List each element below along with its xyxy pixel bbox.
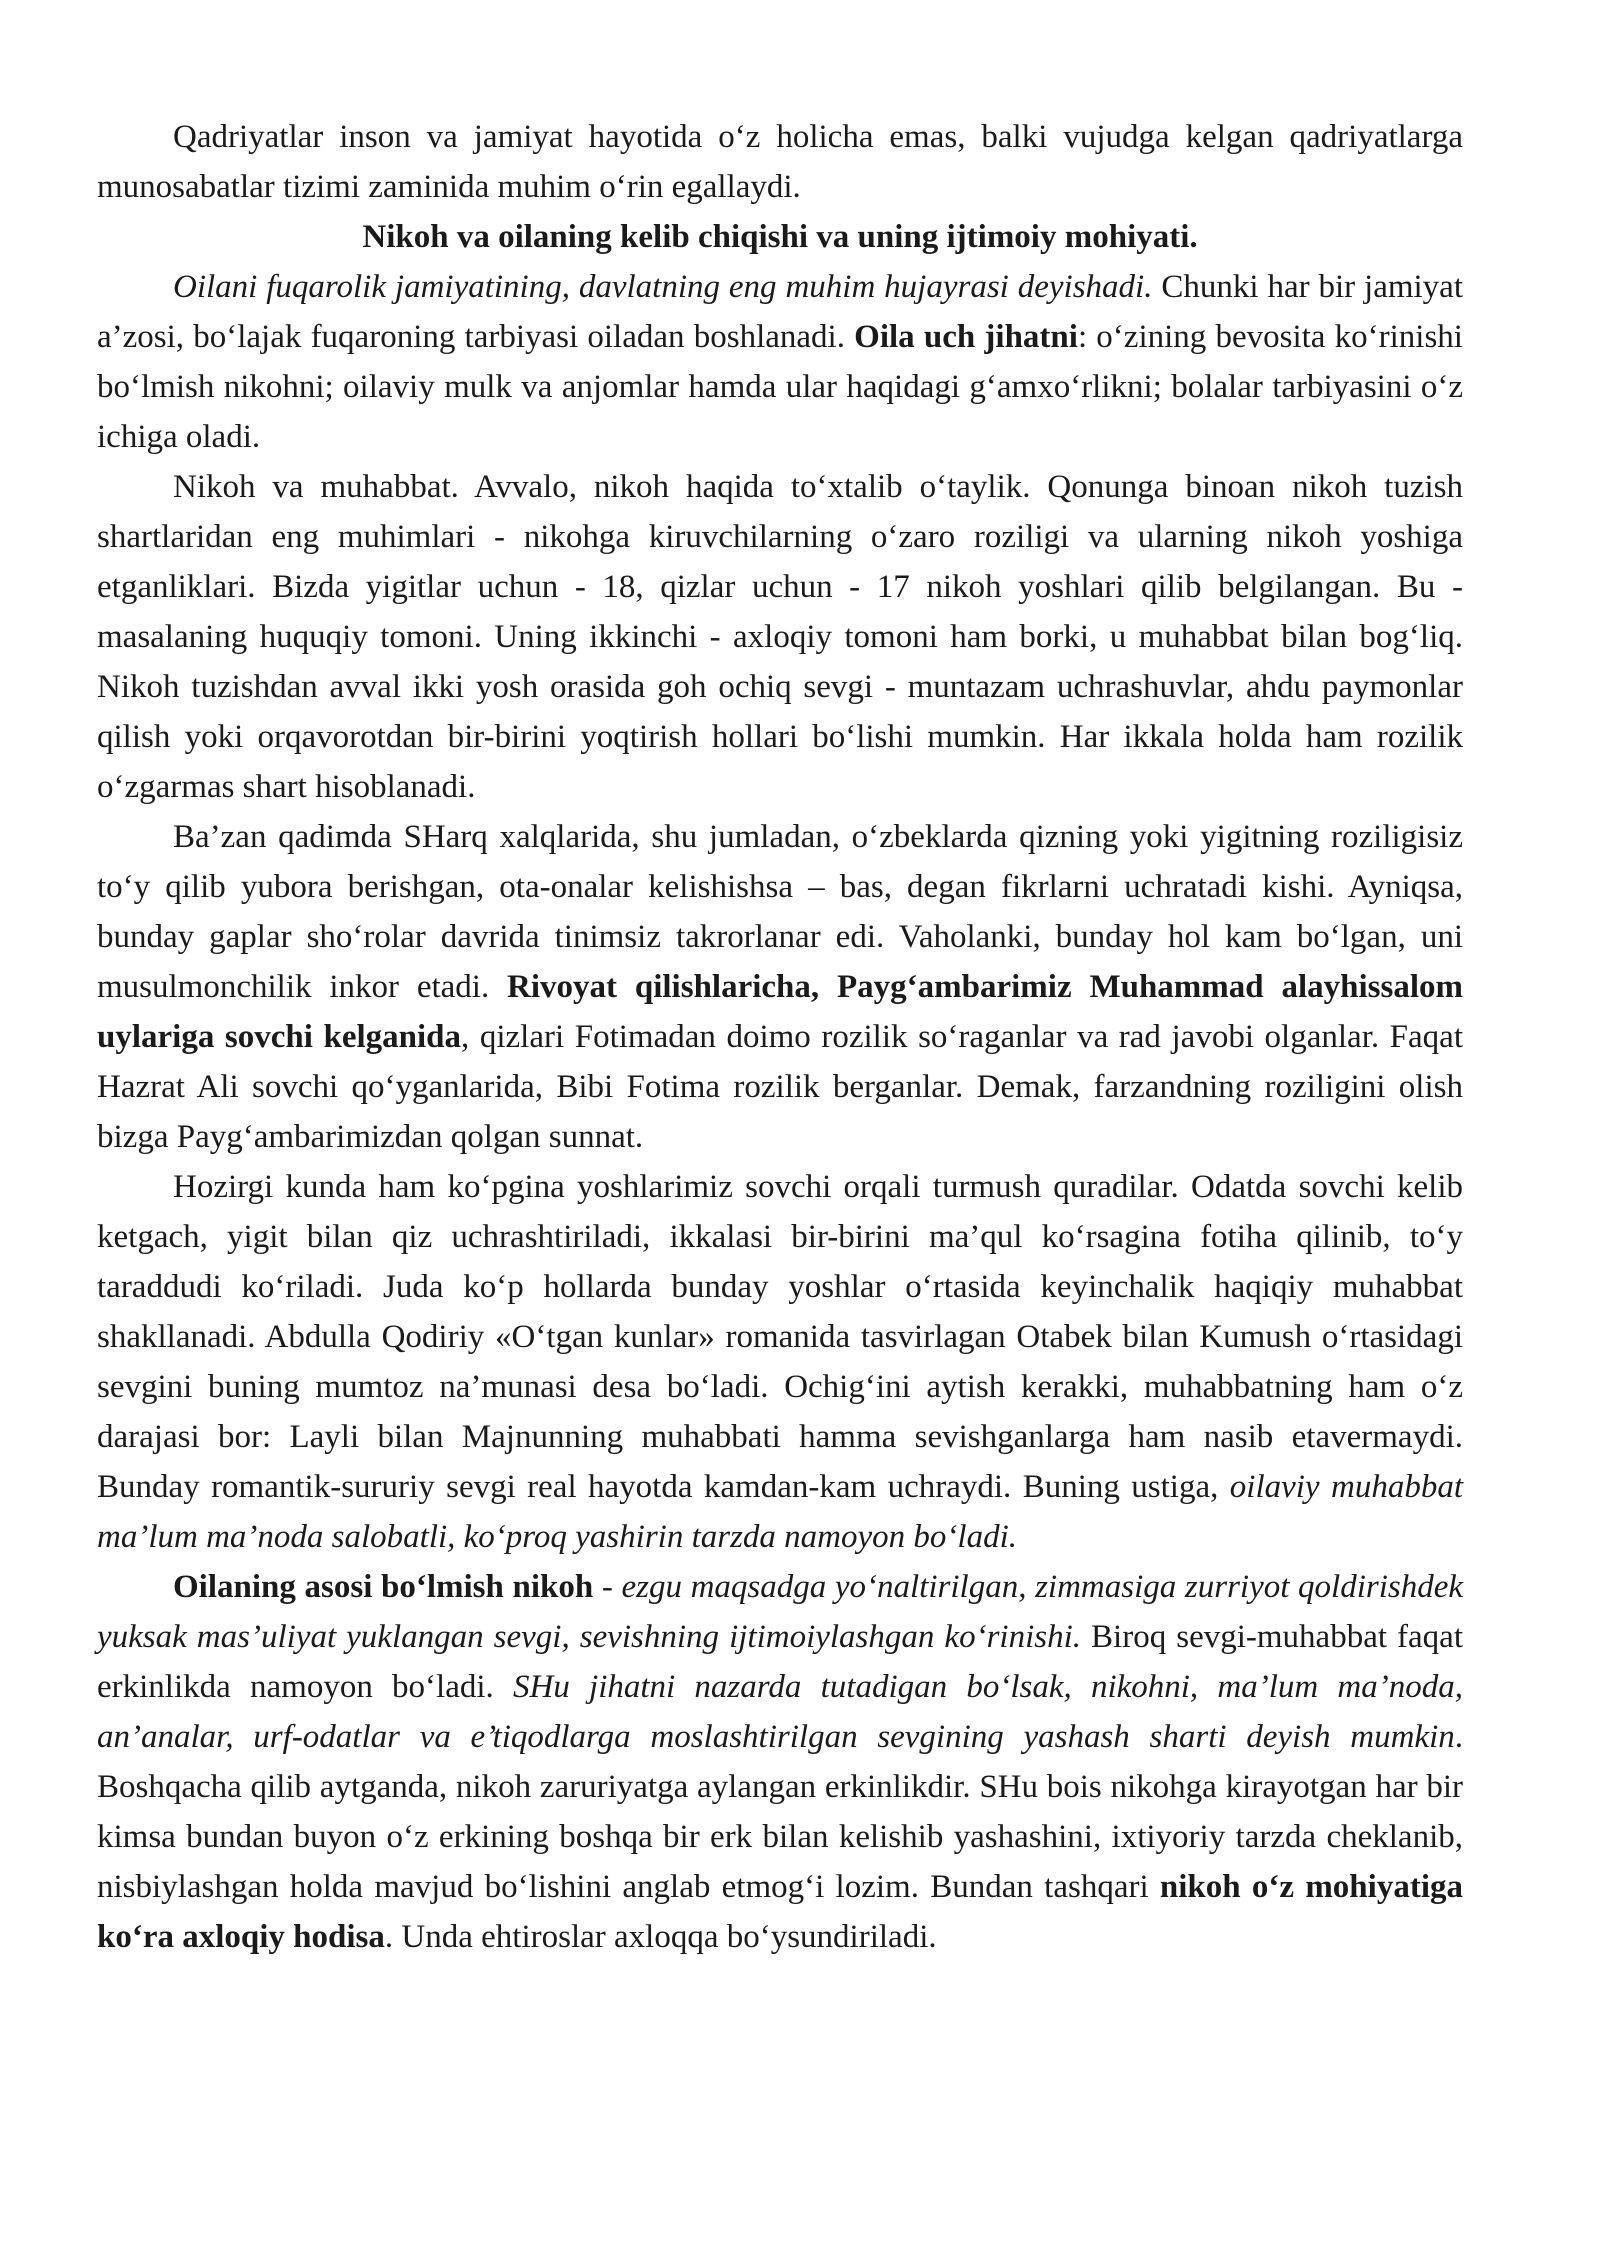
bold-phrase: Oila uch jihatni [854, 319, 1078, 355]
bold-phrase: nikoh o‘z mohiyatiga ko‘ra axloqiy hodisa [97, 1869, 1463, 1955]
paragraph-text: Qadriyatlar inson va jamiyat hayotida o‘z holicha emas, balki vujudga kelgan qadriyatlarga munosabatlar tizimi zaminida muhim o‘rin egallaydi. [97, 119, 1463, 205]
paragraph-text: : o‘zining bevosita ko‘rinishi bo‘lmish nikohni; oilaviy mulk va anjomlar hamda ular haqidagi g‘amxo‘rlikni; bolalar tarbiyasini o‘z ichiga oladi. [97, 319, 1463, 455]
section-heading: Nikoh va oilaning kelib chiqishi va uning ijtimoiy mohiyati. [362, 219, 1198, 255]
paragraph-marriage-basis [97, 1562, 1463, 1962]
paragraph-marriage-love [97, 462, 1463, 812]
italic-phrase: Oilani fuqarolik jamiyatining, davlatning eng muhim hujayrasi deyishadi. [173, 269, 1153, 305]
paragraph-intro [97, 112, 1463, 212]
paragraph-text: . Boshqacha qilib aytganda, nikoh zaruriyatga aylangan erkinlikdir. SHu bois nikohga kirayotgan har bir kimsa bundan buyon o‘z erkining boshqa bir erk bilan kelishib yashashini, ixtiyoriy tarzda cheklanib, nisbiylashgan holda mavjud bo‘lishini anglab etmog‘i lozim. Bundan tashqari [97, 1719, 1463, 1905]
italic-phrase: - ezgu maqsadga yo‘naltirilgan, zimmasiga zurriyot qoldirishdek yuksak mas’uliyat yuklangan sevgi, sevishning ijtimoiylashgan ko‘rinishi. [97, 1569, 1464, 1655]
italic-phrase: oilaviy muhabbat ma’lum ma’noda salobatli, ko‘proq yashirin tarzda namoyon bo‘ladi. [97, 1469, 1463, 1555]
paragraph-text: Hozirgi kunda ham ko‘pgina yoshlarimiz sovchi orqali turmush quradilar. Odatda sovchi kelib ketgach, yigit bilan qiz uchrashtiriladi, ikkalasi bir-birini ma’qul ko‘rsagina fotiha qilinib, to‘y taraddudi ko‘riladi. Juda ko‘p hollarda bunday yoshlar o‘rtasida keyinchalik haqiqiy muhabbat shakllanadi. Abdulla Qodiriy «O‘tgan kunlar» romanida tasvirlagan Otabek bilan Kumush o‘rtasidagi sevgini buning mumtoz na’munasi desa bo‘ladi. Ochig‘ini aytish kerakki, muhabbatning ham o‘z darajasi bor: Layli bilan Majnunning muhabbati hamma sevishganlarga ham nasib etavermaydi. Bunday romantik-sururiy sevgi real hayotda kamdan-kam uchraydi. Buning ustiga, [97, 1169, 1463, 1505]
italic-phrase: SHu jihatni nazarda tutadigan bo‘lsak, nikohni, ma’lum ma’noda, an’analar, urf-odatlar va e’tiqodlarga moslashtirilgan sevgining yashash sharti deyish mumkin [97, 1669, 1463, 1755]
paragraph-matchmaking [97, 1162, 1463, 1562]
paragraph-text: . Unda ehtiroslar axloqqa bo‘ysundiriladi. [384, 1919, 937, 1955]
paragraph-text: Chunki har bir jamiyat a’zosi, bo‘lajak fuqaroning tarbiyasi oiladan boshlanadi. [97, 269, 1463, 355]
paragraph-consent [97, 812, 1463, 1162]
document-page [97, 112, 1463, 1962]
paragraph-text: Biroq sevgi-muhabbat faqat erkinlikda namoyon bo‘ladi. [97, 1619, 1463, 1705]
paragraph-family-cell [97, 262, 1463, 462]
bold-phrase: Rivoyat qilishlaricha, Payg‘ambarimiz Muhammad alayhissalom uylariga sovchi kelganida [97, 969, 1463, 1055]
paragraph-text: Ba’zan qadimda SHarq xalqlarida, shu jumladan, o‘zbeklarda qizning yoki yigitning roziligisiz to‘y qilib yubora berishgan, ota-onalar kelishishsa – bas, degan fikrlarni uchratadi kishi. Ayniqsa, bunday gaplar sho‘rolar davrida tinimsiz takrorlanar edi. Vaholanki, bunday hol kam bo‘lgan, uni musulmonchilik inkor etadi. [97, 819, 1463, 1005]
paragraph-text: , qizlari Fotimadan doimo rozilik so‘raganlar va rad javobi olganlar. Faqat Hazrat Ali sovchi qo‘yganlarida, Bibi Fotima rozilik berganlar. Demak, farzandning roziligini olish bizga Payg‘ambarimizdan qolgan sunnat. [97, 1019, 1463, 1155]
bold-phrase: Oilaning asosi bo‘lmish nikoh [173, 1569, 594, 1605]
paragraph-text: Nikoh va muhabbat. Avvalo, nikoh haqida to‘xtalib o‘taylik. Qonunga binoan nikoh tuzish shartlaridan eng muhimlari - nikohga kiruvchilarning o‘zaro roziligi va ularning nikoh yoshiga etganliklari. Bizda yigitlar uchun - 18, qizlar uchun - 17 nikoh yoshlari qilib belgilangan. Bu - masalaning huquqiy tomoni. Uning ikkinchi - axloqiy tomoni ham borki, u muhabbat bilan bog‘liq. Nikoh tuzishdan avval ikki yosh orasida goh ochiq sevgi - muntazam uchrashuvlar, ahdu paymonlar qilish yoki orqavorotdan bir-birini yoqtirish hollari bo‘lishi mumkin. Har ikkala holda ham rozilik o‘zgarmas shart hisoblanadi. [97, 469, 1463, 805]
